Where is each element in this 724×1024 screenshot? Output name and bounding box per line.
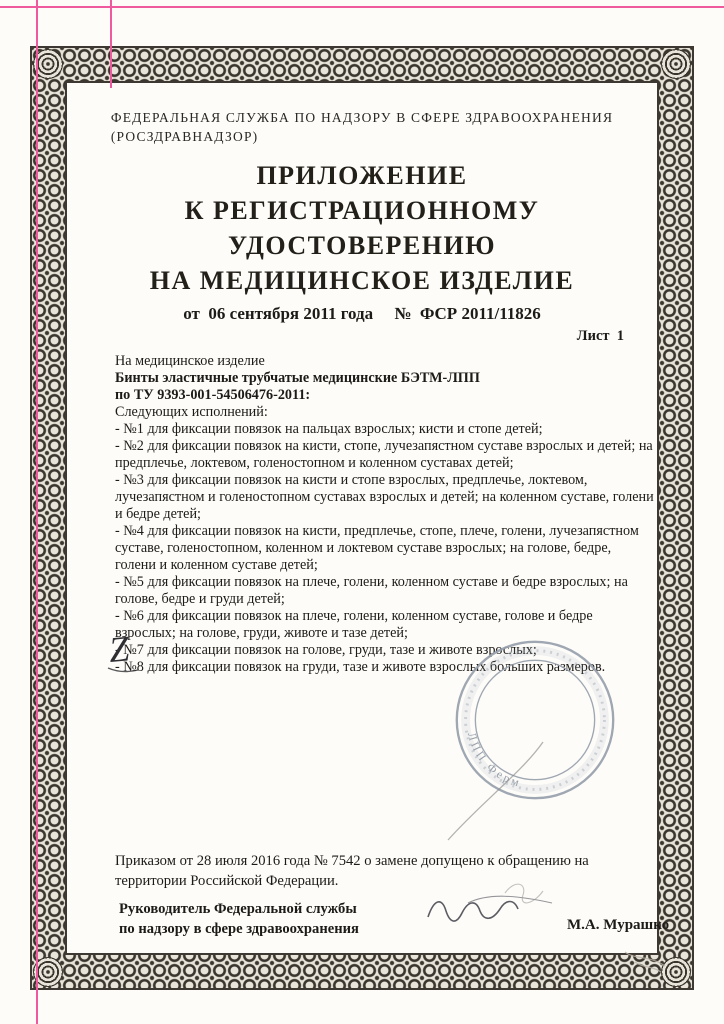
document-content: [66, 82, 658, 676]
product-standard: по ТУ 9393-001-54506476-2011:: [115, 387, 311, 403]
list-item: - №4 для фиксации повязок на кисти, предплечье, стопе, плече, голени, лучезапястном суставе, голеностопном, коленном и локтевом суставе взрослых; на голове, бедре, голени и коленном суставе детей;: [115, 523, 639, 573]
list-item: - №2 для фиксации повязок на кисти, стопе, лучезапястном суставе взрослых и детей; на предплечье, локтевом, голеностопном и коленном суставах детей;: [115, 438, 653, 471]
signatory-name: М.А. Мурашко: [567, 917, 670, 933]
list-item: - №3 для фиксации повязок на кисти и стопе взрослых, предплечье, локтевом, лучезапястном и голеностопном суставах взрослых и детей; на коленном суставе, голени и бедре детей;: [115, 472, 654, 522]
issuing-agency: [111, 108, 613, 146]
signatory-title-line1: Руководитель Федеральной службы: [119, 901, 357, 917]
sheet-number: Лист 1: [576, 328, 624, 344]
round-stamp: [447, 632, 623, 808]
list-item: - №1 для фиксации повязок на пальцах взрослых; кисти и стопе детей;: [115, 421, 543, 437]
corner-ornament: [661, 49, 691, 79]
signatory-title: [119, 899, 359, 939]
document-body: [66, 353, 658, 676]
title-line3: НА МЕДИЦИНСКОЕ ИЗДЕЛИЕ: [149, 266, 575, 295]
list-item: - №6 для фиксации повязок на плече, голени, коленном суставе, голове и бедре взрослых; на голове, груди, животе и тазе детей;: [115, 608, 593, 641]
order-replacement-note: Приказом от 28 июля 2016 года № 7542 о замене допущено к обращению на территории Российской Федерации.: [115, 853, 589, 889]
stamp-text-path: ЛПП Ферм: [464, 730, 524, 790]
handwritten-mark: Z: [107, 628, 131, 670]
corner-ornament: [661, 957, 691, 987]
title-line1: ПРИЛОЖЕНИЕ: [256, 161, 468, 190]
body-intro: На медицинское изделие: [115, 353, 265, 369]
registration-line-vertical-short: [110, 0, 112, 88]
registration-line-vertical-left: [36, 0, 38, 1024]
product-name: Бинты эластичные трубчатые медицинские БЭТМ-ЛПП: [115, 370, 480, 386]
list-item: - №8 для фиксации повязок на груди, тазе и животе взрослых больших размеров.: [115, 659, 606, 675]
document-title: [66, 158, 658, 298]
registration-date-number: от 06 сентября 2011 года № ФСР 2011/11826: [183, 304, 541, 323]
agency-name-line1: ФЕДЕРАЛЬНАЯ СЛУЖБА ПО НАДЗОРУ В СФЕРЕ ЗДРАВООХРАНЕНИЯ: [110, 110, 614, 125]
title-line2: К РЕГИСТРАЦИОННОМУ УДОСТОВЕРЕНИЮ: [184, 196, 540, 260]
registration-line-horizontal: [0, 6, 724, 8]
stamp-outer-ring: [457, 642, 613, 798]
signatory-title-line2: по надзору в сфере здравоохранения: [119, 921, 359, 937]
body-following: Следующих исполнений:: [115, 404, 268, 420]
list-item: - №5 для фиксации повязок на плече, голени, коленном суставе и бедре взрослых; на голове, бедре и груди детей;: [115, 574, 628, 607]
list-item: - №7 для фиксации повязок на голове, груди, тазе и животе взрослых;: [115, 642, 537, 658]
agency-name-line2: (РОСЗДРАВНАДЗОР): [110, 129, 259, 144]
